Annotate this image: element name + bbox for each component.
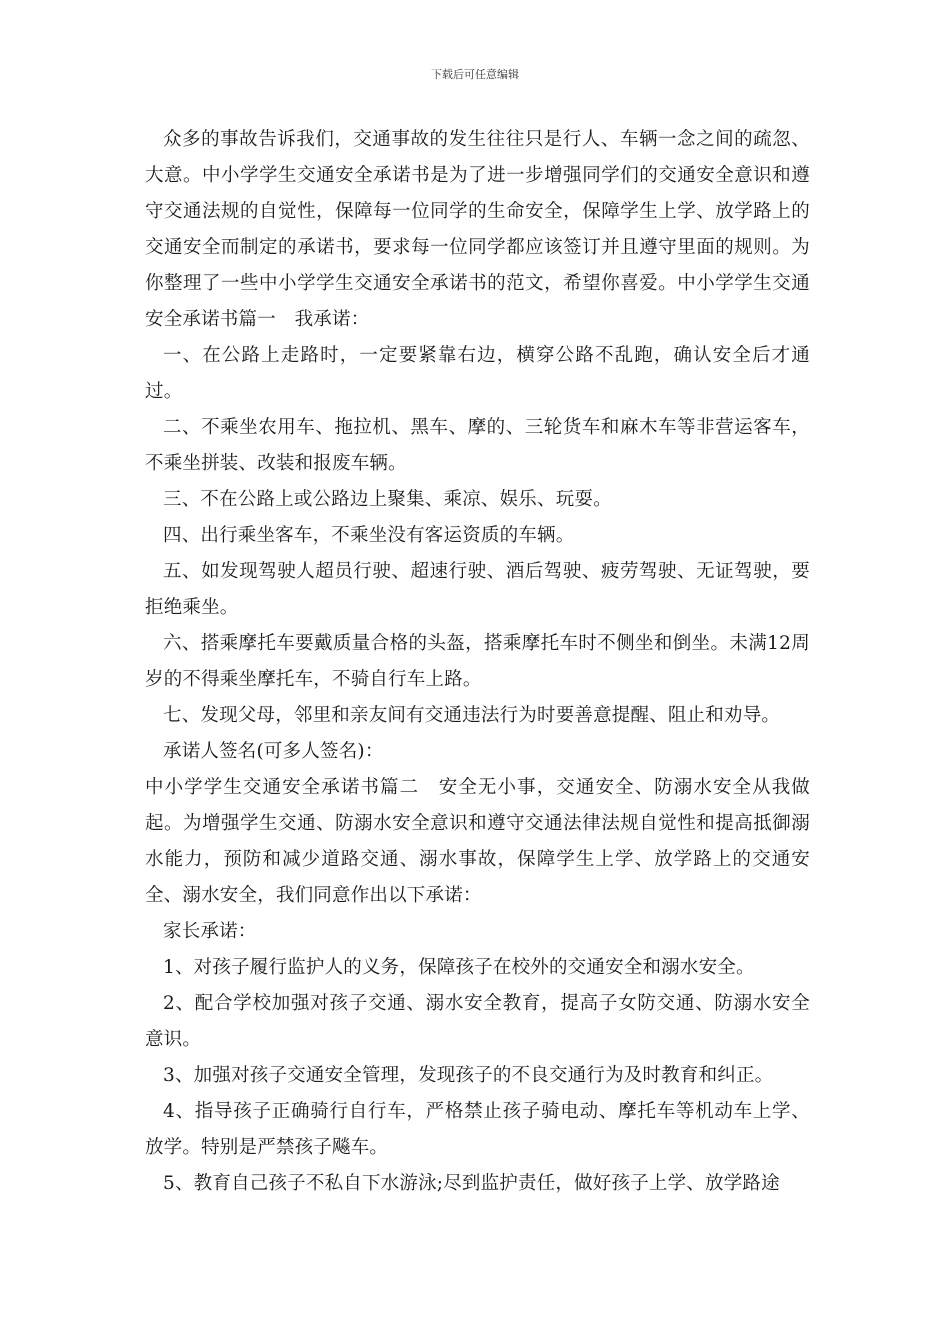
signature-line: 承诺人签名(可多人签名)： bbox=[163, 741, 384, 762]
document-body bbox=[145, 122, 810, 1202]
pledge-item-4: 四、出行乘坐客车，不乘坐没有客运资质的车辆。 bbox=[163, 525, 575, 546]
parent-pledge-item-5: 5、教育自己孩子不私自下水游泳;尽到监护责任，做好孩子上学、放学路途 bbox=[163, 1173, 780, 1194]
parent-pledge-heading: 家长承诺： bbox=[163, 921, 257, 942]
page-header: 下载后可任意编辑 bbox=[431, 68, 519, 81]
pledge-item-5: 五、如发现驾驶人超员行驶、超速行驶、酒后驾驶、疲劳驾驶、无证驾驶，要拒绝乘坐。 bbox=[145, 561, 810, 618]
intro-paragraph: 众多的事故告诉我们，交通事故的发生往往只是行人、车辆一念之间的疏忽、大意。中小学学生交通安全承诺书是为了进一步增强同学们的交通安全意识和遵守交通法规的自觉性，保障每一位同学的生命安全，保障学生上学、放学路上的交通安全而制定的承诺书，要求每一位同学都应该签订并且遵守里面的规则。为你整理了一些中小学学生交通安全承诺书的范文，希望你喜爱。中小学学生交通安全承诺书篇一 我承诺： bbox=[145, 129, 810, 330]
parent-pledge-item-3: 3、加强对孩子交通安全管理，发现孩子的不良交通行为及时教育和纠正。 bbox=[163, 1065, 774, 1086]
parent-pledge-item-4: 4、指导孩子正确骑行自行车，严格禁止孩子骑电动、摩托车等机动车上学、放学。特别是严禁孩子飚车。 bbox=[145, 1101, 810, 1158]
pledge-item-1: 一、在公路上走路时，一定要紧靠右边，横穿公路不乱跑，确认安全后才通过。 bbox=[145, 345, 810, 402]
parent-pledge-item-1: 1、对孩子履行监护人的义务，保障孩子在校外的交通安全和溺水安全。 bbox=[163, 957, 755, 978]
section-two-paragraph: 中小学学生交通安全承诺书篇二 安全无小事，交通安全、防溺水安全从我做起。为增强学生交通、防溺水安全意识和遵守交通法律法规自觉性和提高抵御溺水能力，预防和减少道路交通、溺水事故，保障学生上学、放学路上的交通安全、溺水安全，我们同意作出以下承诺： bbox=[145, 777, 810, 906]
pledge-item-6: 六、搭乘摩托车要戴质量合格的头盔，搭乘摩托车时不侧坐和倒坐。未满12周岁的不得乘坐摩托车，不骑自行车上路。 bbox=[145, 633, 810, 690]
pledge-item-7: 七、发现父母，邻里和亲友间有交通违法行为时要善意提醒、阻止和劝导。 bbox=[163, 705, 781, 726]
pledge-item-3: 三、不在公路上或公路边上聚集、乘凉、娱乐、玩耍。 bbox=[163, 489, 612, 510]
parent-pledge-item-2: 2、配合学校加强对孩子交通、溺水安全教育，提高子女防交通、防溺水安全意识。 bbox=[145, 993, 810, 1050]
pledge-item-2: 二、不乘坐农用车、拖拉机、黑车、摩的、三轮货车和麻木车等非营运客车，不乘坐拼装、改装和报废车辆。 bbox=[145, 417, 810, 474]
